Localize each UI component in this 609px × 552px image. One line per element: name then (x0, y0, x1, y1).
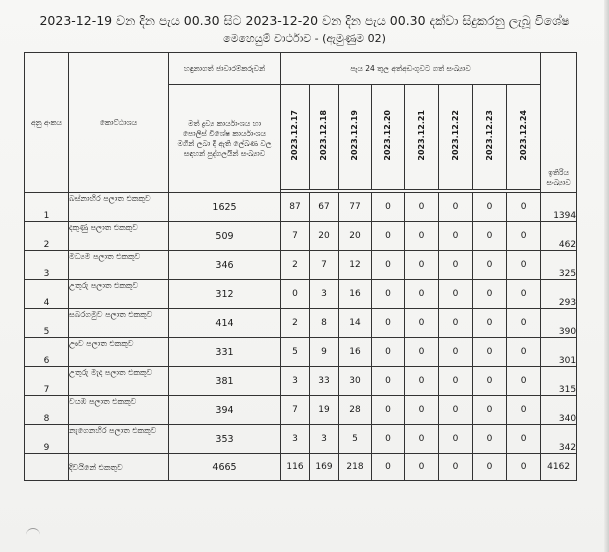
serial-cell: 6 (25, 338, 69, 367)
arrest-count-cell: 0 (439, 193, 473, 222)
arrest-count-cell: 0 (473, 309, 507, 338)
remaining-count-cell: 462 (541, 222, 577, 251)
arrest-count-cell: 0 (473, 222, 507, 251)
arrest-count-cell: 0 (372, 338, 405, 367)
arrest-count-cell: 0 (372, 396, 405, 425)
identified-count-cell: 4665 (169, 454, 281, 481)
table-row (25, 193, 577, 222)
remaining-count-cell: 342 (541, 425, 577, 454)
arrest-count-cell: 0 (372, 425, 405, 454)
title-line-2: මෙහෙයුම් වාර්ථාව - (ඇමුණුම 02) (223, 32, 386, 45)
arrest-count-cell: 0 (405, 454, 439, 481)
remaining-count-cell: 325 (541, 251, 577, 280)
remaining-count-cell: 4162 (541, 454, 577, 481)
arrest-count-cell: 9 (310, 338, 339, 367)
date-header-1: 2023.12.17 (281, 85, 310, 190)
arrest-count-cell: 5 (339, 425, 372, 454)
serial-header: අනු අංකය (25, 53, 69, 193)
identified-count-cell: 353 (169, 425, 281, 454)
arrest-count-cell: 19 (310, 396, 339, 425)
table-row (25, 425, 577, 454)
remaining-count-cell: 293 (541, 280, 577, 309)
division-cell: උතුරු මැද පලාත එකකුව (69, 367, 169, 396)
division-cell: සබරගමුව පලාත එකකුව (69, 309, 169, 338)
division-header: කොට්ඨාශය (69, 53, 169, 193)
serial-cell: 1 (25, 193, 69, 222)
arrest-count-cell: 0 (405, 425, 439, 454)
suspects-group-header: හඳුනාගත් ජාවාරම්කරුවන් (169, 53, 281, 85)
identified-count-cell: 1625 (169, 193, 281, 222)
arrest-count-cell: 28 (339, 396, 372, 425)
remaining-count-cell: 315 (541, 367, 577, 396)
arrest-count-cell: 0 (507, 193, 541, 222)
table-total-row (25, 454, 577, 481)
arrest-count-cell: 3 (281, 367, 310, 396)
identified-count-cell: 394 (169, 396, 281, 425)
arrest-count-cell: 0 (507, 454, 541, 481)
report-title (0, 12, 609, 48)
arrest-count-cell: 0 (372, 280, 405, 309)
arrest-count-cell: 8 (310, 309, 339, 338)
division-cell: නැගෙනහිර පලාත එකකුව (69, 425, 169, 454)
arrest-count-cell: 169 (310, 454, 339, 481)
arrest-count-cell: 3 (281, 425, 310, 454)
identified-count-cell: 381 (169, 367, 281, 396)
suspects-sub-header: මත් ද්‍රව්‍ය කාර්යාංශය හා පොලිස් විශේෂ කාර්යාංශය මගින් ලබා දී ඇති ලේඛණ වල සඳහන් පුද්ගලයින් සංඛ්‍යාව (169, 85, 281, 193)
arrest-count-cell: 20 (339, 222, 372, 251)
arrest-count-cell: 33 (310, 367, 339, 396)
arrest-count-cell: 0 (372, 454, 405, 481)
division-cell: උතුරු පලාත එකකුව (69, 280, 169, 309)
table-row (25, 222, 577, 251)
arrest-count-cell: 0 (507, 309, 541, 338)
page-edge-shadow (604, 0, 609, 552)
arrest-count-cell: 0 (439, 425, 473, 454)
arrest-count-cell: 0 (473, 454, 507, 481)
arrest-count-cell: 0 (405, 222, 439, 251)
table-row (25, 280, 577, 309)
serial-cell: 5 (25, 309, 69, 338)
division-cell: දකුණු පලාත එකකුව (69, 222, 169, 251)
division-cell: බස්නාහිර පලාත එකකුව (69, 193, 169, 222)
serial-cell: 3 (25, 251, 69, 280)
page-curl-mark (26, 528, 40, 539)
arrest-count-cell: 5 (281, 338, 310, 367)
operations-table (24, 52, 577, 481)
arrest-count-cell: 0 (507, 222, 541, 251)
remaining-count-cell: 340 (541, 396, 577, 425)
identified-count-cell: 346 (169, 251, 281, 280)
date-header-2: 2023.12.18 (310, 85, 339, 190)
division-cell: දිවයිනේ එකතුව (69, 454, 169, 481)
arrest-count-cell: 0 (473, 396, 507, 425)
arrest-count-cell: 0 (473, 193, 507, 222)
identified-count-cell: 509 (169, 222, 281, 251)
arrest-count-cell: 0 (507, 338, 541, 367)
arrest-count-cell: 0 (507, 280, 541, 309)
arrest-count-cell: 0 (439, 396, 473, 425)
arrest-count-cell: 0 (473, 338, 507, 367)
date-header-6: 2023.12.22 (439, 85, 473, 190)
arrest-count-cell: 116 (281, 454, 310, 481)
serial-cell (25, 454, 69, 481)
arrest-count-cell: 67 (310, 193, 339, 222)
arrest-count-cell: 0 (405, 338, 439, 367)
arrest-count-cell: 0 (372, 251, 405, 280)
arrest-count-cell: 0 (281, 280, 310, 309)
table-row (25, 309, 577, 338)
date-header-3: 2023.12.19 (339, 85, 372, 190)
date-header-5: 2023.12.21 (405, 85, 439, 190)
arrest-count-cell: 7 (281, 222, 310, 251)
remaining-count-cell: 1394 (541, 193, 577, 222)
division-cell: මධ්‍යම පලාත එකකුව (69, 251, 169, 280)
arrest-count-cell: 0 (405, 309, 439, 338)
arrest-count-cell: 0 (372, 222, 405, 251)
arrest-count-cell: 7 (281, 396, 310, 425)
division-cell: වයඹ පලාත එකකුව (69, 396, 169, 425)
arrest-count-cell: 77 (339, 193, 372, 222)
arrest-count-cell: 2 (281, 309, 310, 338)
table-row (25, 396, 577, 425)
arrest-count-cell: 20 (310, 222, 339, 251)
arrest-count-cell: 0 (439, 338, 473, 367)
date-header-7: 2023.12.23 (473, 85, 507, 190)
arrest-count-cell: 16 (339, 338, 372, 367)
arrest-count-cell: 7 (310, 251, 339, 280)
table-body (25, 193, 577, 481)
arrest-count-cell: 0 (405, 193, 439, 222)
arrest-count-cell: 0 (372, 193, 405, 222)
arrest-count-cell: 12 (339, 251, 372, 280)
arrest-count-cell: 0 (473, 425, 507, 454)
arrest-count-cell: 3 (310, 425, 339, 454)
remaining-header: ඉතිරිය සංඛ්‍යාව (541, 53, 577, 193)
title-line-1: 2023-12-19 වන දින පැය 00.30 සිට 2023-12-20 වන දින පැය 00.30 දක්වා සිදුකරනු ලැබූ විශේෂ (39, 13, 570, 28)
date-header-8: 2023.12.24 (507, 85, 541, 190)
arrest-count-cell: 0 (405, 367, 439, 396)
serial-cell: 2 (25, 222, 69, 251)
identified-count-cell: 414 (169, 309, 281, 338)
division-cell: ඌව පලාත එකකුව (69, 338, 169, 367)
serial-cell: 4 (25, 280, 69, 309)
arrest-count-cell: 2 (281, 251, 310, 280)
arrest-count-cell: 0 (473, 280, 507, 309)
table-row (25, 367, 577, 396)
arrest-count-cell: 30 (339, 367, 372, 396)
arrest-count-cell: 16 (339, 280, 372, 309)
arrest-count-cell: 3 (310, 280, 339, 309)
identified-count-cell: 331 (169, 338, 281, 367)
table-row (25, 338, 577, 367)
arrest-count-cell: 0 (439, 222, 473, 251)
identified-count-cell: 312 (169, 280, 281, 309)
arrest-count-cell: 0 (507, 251, 541, 280)
arrest-count-cell: 0 (473, 251, 507, 280)
arrest-count-cell: 14 (339, 309, 372, 338)
arrest-count-cell: 218 (339, 454, 372, 481)
arrest-count-cell: 0 (507, 396, 541, 425)
serial-cell: 7 (25, 367, 69, 396)
arrest-count-cell: 0 (439, 280, 473, 309)
arrest-count-cell: 0 (439, 251, 473, 280)
arrest-count-cell: 0 (507, 425, 541, 454)
table-row (25, 251, 577, 280)
arrest-count-cell: 0 (372, 309, 405, 338)
remaining-count-cell: 390 (541, 309, 577, 338)
serial-cell: 8 (25, 396, 69, 425)
arrest-count-cell: 0 (405, 280, 439, 309)
arrest-count-cell: 0 (439, 367, 473, 396)
arrest-count-cell: 0 (439, 454, 473, 481)
serial-cell: 9 (25, 425, 69, 454)
arrest-count-cell: 0 (372, 367, 405, 396)
arrest-count-cell: 0 (473, 367, 507, 396)
arrests-group-header: පැය 24 තුල අත්අඩංගුවට ගත් සංඛ්‍යාව (281, 53, 541, 85)
arrest-count-cell: 0 (405, 396, 439, 425)
remaining-count-cell: 301 (541, 338, 577, 367)
date-header-4: 2023.12.20 (372, 85, 405, 190)
arrest-count-cell: 0 (439, 309, 473, 338)
arrest-count-cell: 87 (281, 193, 310, 222)
arrest-count-cell: 0 (507, 367, 541, 396)
arrest-count-cell: 0 (405, 251, 439, 280)
